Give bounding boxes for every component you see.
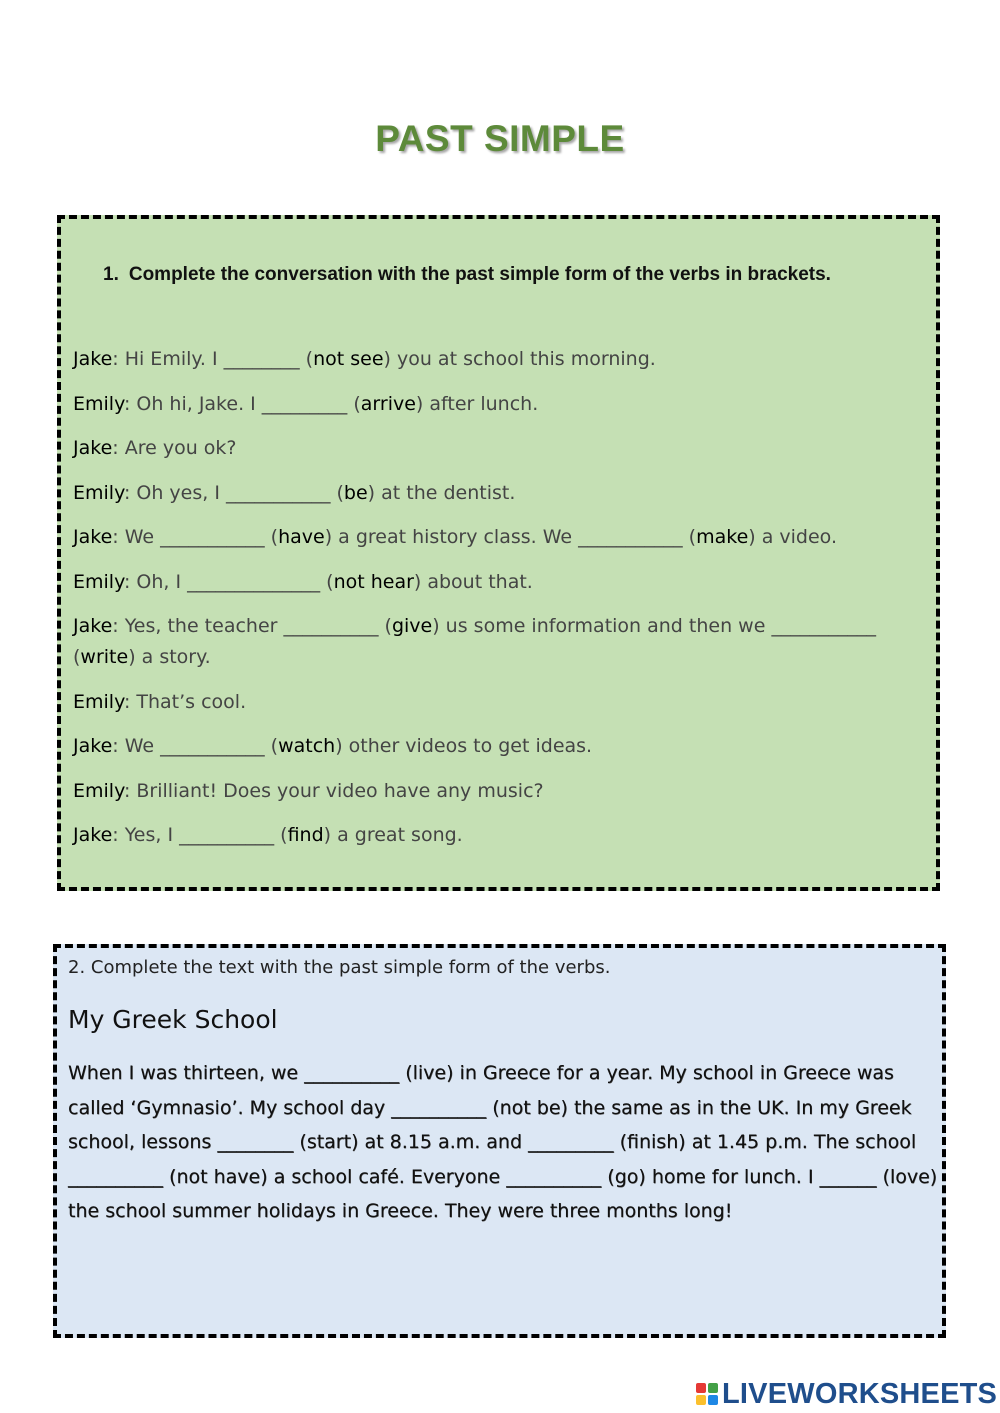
exercise-1-instruction-text: Complete the conversation with the past simple form of the verbs in brackets.: [128, 264, 831, 285]
dialogue-line: [73, 731, 933, 762]
exercise-2-text: When I was thirteen, we __________ (live) in Greece for a year. My school in Greece was called ‘Gymnasio’. My school day __________ (not be) the same as in the UK. In my Greek school, lessons ________ (start) at 8.15 a.m. and _________ (finish) at 1.45 p.m. The school __________ (not have) a school café. Everyone __________ (go) home for lunch. I ______ (love) the school summer holidays in Greece. They were three months long!: [68, 1062, 938, 1222]
line-text: : Oh yes, I ___________ (: [123, 481, 344, 504]
verb-prompt: make: [696, 526, 749, 548]
page-title: PAST SIMPLE: [375, 118, 625, 159]
line-text: ) a great history class. We ___________ (: [324, 526, 697, 548]
line-text: : Oh hi, Jake. I _________ (: [123, 392, 361, 415]
line-text: : We ___________ (: [112, 526, 279, 548]
verb-prompt: arrive: [360, 392, 416, 415]
dialogue-line: [73, 478, 933, 509]
line-text: ) a great song.: [323, 824, 463, 846]
line-text: : We ___________ (: [112, 735, 279, 757]
exercise-1-box: [57, 215, 940, 891]
line-text: ) after lunch.: [415, 392, 539, 415]
speaker-name: Emily: [73, 690, 124, 713]
line-text: : Oh, I ______________ (: [123, 570, 334, 593]
speaker-name: Jake: [73, 824, 113, 846]
speaker-name: Emily: [73, 779, 124, 802]
speaker-name: Jake: [73, 526, 113, 548]
line-text: : Yes, the teacher __________ (: [112, 615, 392, 637]
line-text: ) you at school this morning.: [383, 348, 656, 370]
line-text: ) other videos to get ideas.: [335, 735, 593, 757]
verb-prompt: watch: [278, 735, 336, 757]
speaker-name: Jake: [73, 437, 113, 459]
logo-text: LIVEWORKSHEETS: [722, 1377, 998, 1410]
exercise-2-instruction: 2. Complete the text with the past simple form of the verbs.: [68, 957, 611, 978]
line-text: ) about that.: [413, 570, 533, 593]
verb-prompt: give: [391, 615, 433, 637]
verb-prompt: not hear: [333, 570, 414, 593]
exercise-1-instruction: [103, 264, 831, 286]
dialogue-line: [73, 611, 933, 673]
line-text: ) a story.: [128, 646, 211, 668]
logo-mark-icon: [696, 1383, 718, 1405]
dialogue-line: [73, 522, 933, 553]
verb-prompt: be: [343, 481, 368, 504]
dialogue-line: [73, 687, 933, 718]
conversation: [73, 344, 933, 865]
exercise-2-heading: My Greek School: [68, 1005, 278, 1034]
verb-prompt: not see: [313, 348, 384, 370]
verb-prompt: have: [278, 526, 325, 548]
liveworksheets-logo: [696, 1376, 997, 1412]
speaker-name: Emily: [73, 570, 124, 593]
line-text: : Are you ok?: [112, 437, 237, 459]
speaker-name: Jake: [73, 615, 113, 637]
dialogue-line: [73, 776, 933, 807]
speaker-name: Emily: [73, 481, 124, 504]
speaker-name: Jake: [73, 735, 113, 757]
line-text: ) at the dentist.: [367, 481, 516, 504]
speaker-name: Emily: [73, 392, 124, 415]
dialogue-line: [73, 389, 933, 420]
dialogue-line: [73, 433, 933, 464]
line-text: : Yes, I __________ (: [112, 824, 288, 846]
line-text: ) a video.: [748, 526, 838, 548]
verb-prompt: find: [287, 824, 324, 846]
line-text: : That’s cool.: [123, 690, 247, 713]
dialogue-line: [73, 567, 933, 598]
dialogue-line: [73, 820, 933, 851]
line-text: ) us some information and then we ___________ (: [73, 615, 876, 668]
exercise-1-number: 1.: [103, 264, 119, 285]
line-text: : Brilliant! Does your video have any music?: [123, 779, 544, 802]
exercise-2-box: [53, 944, 946, 1338]
line-text: : Hi Emily. I ________ (: [112, 348, 314, 370]
verb-prompt: write: [80, 646, 129, 668]
speaker-name: Jake: [73, 348, 113, 370]
dialogue-line: [73, 344, 933, 375]
